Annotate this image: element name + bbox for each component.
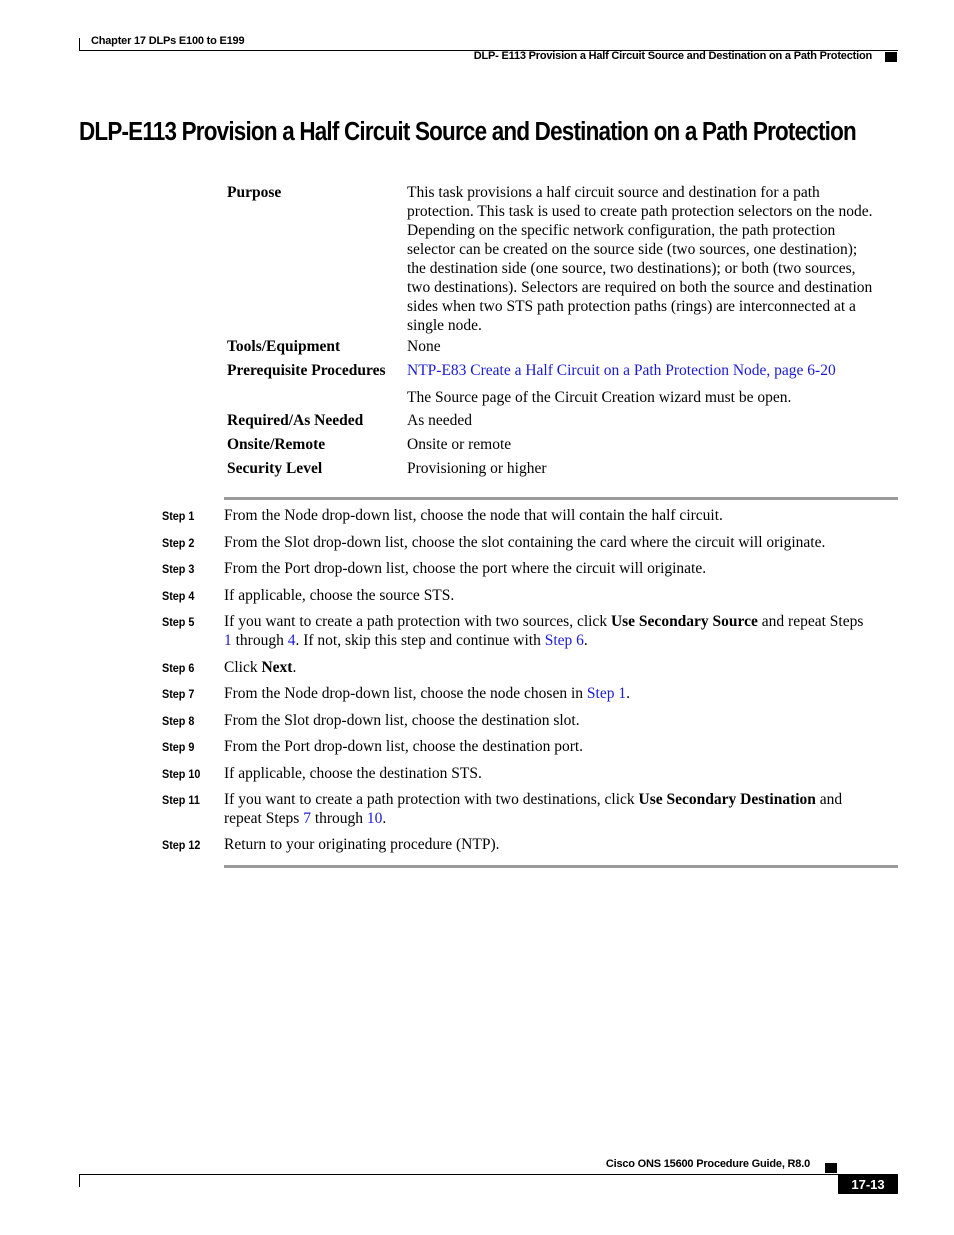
step-label: Step 10 <box>162 767 201 781</box>
step-text <box>224 658 296 677</box>
required-label: Required/As Needed <box>227 412 364 429</box>
step-text-part: . <box>382 810 387 827</box>
prereq-note: The Source page of the Circuit Creation wizard must be open. <box>407 389 792 406</box>
purpose-line: selector can be created on the source side (two sources, one destination); <box>407 241 858 258</box>
onsite-value: Onsite or remote <box>407 436 512 453</box>
step-text: From the Node drop-down list, choose the node that will contain the half circuit. <box>224 507 723 524</box>
prereq-link[interactable]: NTP-E83 Create a Half Circuit on a Path Protection Node, page 6-20 <box>407 362 836 379</box>
prereq-label: Prerequisite Procedures <box>227 362 386 379</box>
purpose-line: single node. <box>407 317 482 334</box>
step-text: From the Slot drop-down list, choose the destination slot. <box>224 712 580 729</box>
step-6-link[interactable]: Step 6 <box>544 632 584 649</box>
step-text-part: . <box>626 685 630 702</box>
step-text-part: . <box>583 632 588 649</box>
step-line <box>224 790 904 809</box>
step-label: Step 3 <box>162 562 195 576</box>
step-10-link[interactable]: 10 <box>366 810 383 827</box>
step-7-link[interactable]: 7 <box>303 810 311 827</box>
step-label: Step 2 <box>162 536 195 550</box>
step-text-part: and repeat Steps <box>757 613 864 630</box>
section-header: DLP- E113 Provision a Half Circuit Source and Destination on a Path Protection <box>473 50 872 62</box>
purpose-line: This task provisions a half circuit source and destination for a path <box>407 184 820 201</box>
step-text <box>224 612 904 650</box>
step-label: Step 7 <box>162 687 195 701</box>
security-value: Provisioning or higher <box>407 460 547 477</box>
step-text-part: and <box>815 791 843 808</box>
use-secondary-source-term: Use Secondary Source <box>610 613 758 630</box>
step-text-part: From the Node drop-down list, choose the node chosen in <box>224 685 587 702</box>
step-text <box>224 790 904 828</box>
use-secondary-destination-term: Use Secondary Destination <box>638 791 816 808</box>
step-text-part: If you want to create a path protection with two sources, click <box>224 613 611 630</box>
step-text: If applicable, choose the destination STS. <box>224 765 482 782</box>
chapter-header: Chapter 17 DLPs E100 to E199 <box>91 35 245 47</box>
step-4-link[interactable]: 4 <box>287 632 296 649</box>
header-square <box>885 52 897 62</box>
tools-value: None <box>407 338 441 355</box>
procedure-top-rule <box>224 497 898 500</box>
purpose-line: protection. This task is used to create path protection selectors on the node. <box>407 203 873 220</box>
footer-rule <box>79 1174 898 1175</box>
guide-footer: Cisco ONS 15600 Procedure Guide, R8.0 <box>605 1158 810 1170</box>
step-text: If applicable, choose the source STS. <box>224 587 455 604</box>
step-line <box>224 631 904 650</box>
step-line <box>224 809 904 828</box>
page-number: 17-13 <box>851 1177 885 1192</box>
step-text-part: through <box>231 632 288 649</box>
procedure-bottom-rule <box>224 865 898 868</box>
step-label: Step 5 <box>162 615 195 629</box>
page-title: DLP-E113 Provision a Half Circuit Source and Destination on a Path Protection <box>79 118 856 146</box>
step-text-part: through <box>310 810 367 827</box>
tools-label: Tools/Equipment <box>227 338 341 355</box>
step-text-part: Click <box>224 659 262 676</box>
purpose-line: two destinations). Selectors are required on both the source and destination <box>407 279 873 296</box>
step-text: From the Slot drop-down list, choose the slot containing the card where the circuit will originate. <box>224 534 826 551</box>
step-text-part: repeat Steps <box>224 810 304 827</box>
step-label: Step 1 <box>162 509 195 523</box>
step-label: Step 4 <box>162 589 195 603</box>
purpose-label: Purpose <box>227 184 282 201</box>
next-term: Next <box>261 659 293 676</box>
footer-left-bar <box>79 1174 80 1187</box>
step-1-link[interactable]: Step 1 <box>586 685 627 702</box>
step-label: Step 8 <box>162 714 195 728</box>
step-text-part: . If not, skip this step and continue with <box>295 632 545 649</box>
purpose-line: Depending on the specific network configuration, the path protection <box>407 222 836 239</box>
step-text-part: If you want to create a path protection with two destinations, click <box>224 791 639 808</box>
step-text: Return to your originating procedure (NTP). <box>224 836 500 853</box>
header-left-bar <box>79 38 80 50</box>
required-value: As needed <box>407 412 472 429</box>
purpose-text <box>407 183 907 335</box>
step-label: Step 11 <box>162 793 200 807</box>
purpose-line: sides when two STS path protection paths (rings) are interconnected at a <box>407 298 856 315</box>
step-text: From the Port drop-down list, choose the port where the circuit will originate. <box>224 560 707 577</box>
step-line <box>224 612 904 631</box>
onsite-label: Onsite/Remote <box>227 436 326 453</box>
step-label: Step 6 <box>162 661 195 675</box>
step-1-link[interactable]: 1 <box>224 632 232 649</box>
step-text <box>224 684 630 703</box>
step-label: Step 12 <box>162 838 201 852</box>
security-label: Security Level <box>227 460 323 477</box>
step-label: Step 9 <box>162 740 195 754</box>
footer-square <box>825 1163 837 1173</box>
step-text: From the Port drop-down list, choose the destination port. <box>224 738 584 755</box>
step-text-part: . <box>292 659 297 676</box>
purpose-line: the destination side (one source, two destinations); or both (two sources, <box>407 260 856 277</box>
